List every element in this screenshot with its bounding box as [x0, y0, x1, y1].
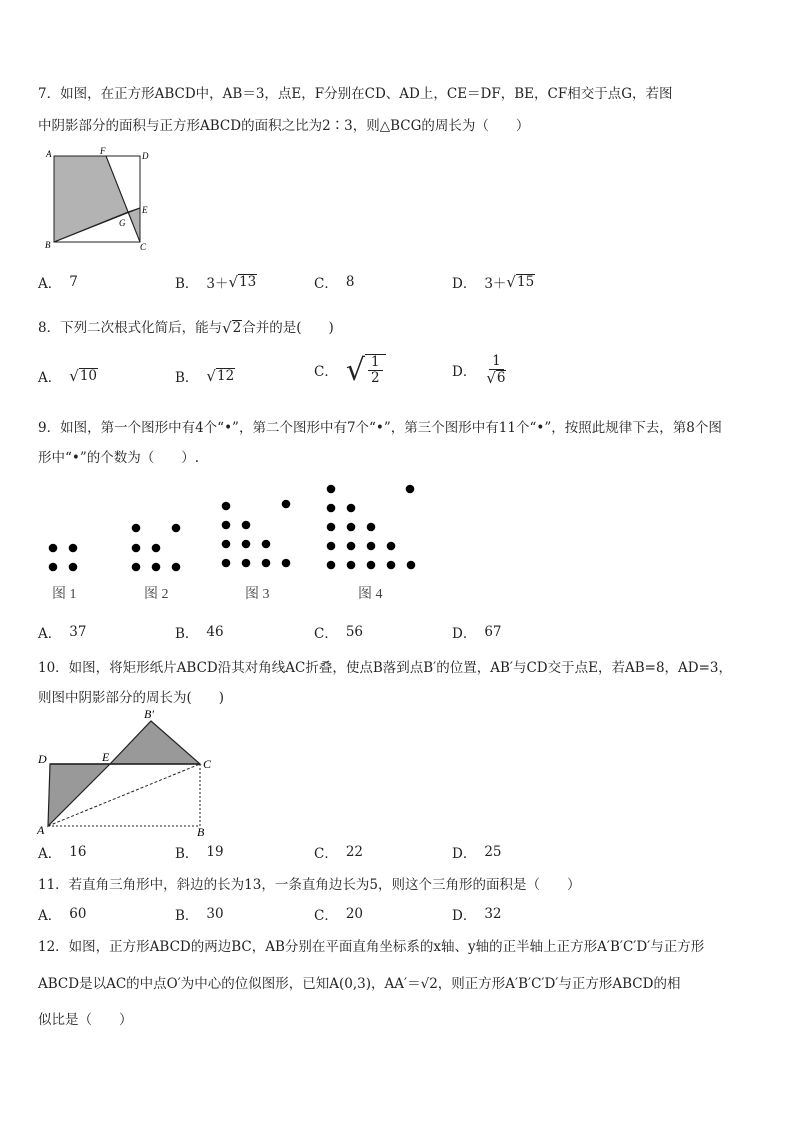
- q11-option-d[interactable]: D． 32: [452, 906, 502, 924]
- q7-option-c[interactable]: C． 8: [314, 274, 355, 292]
- q8-option-b[interactable]: B． √ 12: [175, 366, 235, 386]
- q9-option-a[interactable]: A． 37: [38, 624, 87, 642]
- q11-options: [38, 904, 758, 930]
- q11-option-b[interactable]: B． 30: [175, 906, 224, 924]
- q12-line1: 12．如图，正方形ABCD的两边BC，AB分别在平面直角坐标系的x轴、y轴的正半轴上正方形A′B′C′D′与正方形: [38, 939, 705, 955]
- q7-option-d[interactable]: D． 3＋ √ 15: [452, 272, 535, 292]
- q10-label-D: D: [38, 752, 47, 766]
- q7-label-F: F: [100, 146, 106, 156]
- q9-line1: 9．如图，第一个图形中有4个“•”，第二个图形中有7个“•”，第三个图形中有11个“•”，按照此规律下去，第8个图: [38, 420, 722, 436]
- q12-line3: 似比是（ ）: [38, 1012, 133, 1028]
- q7-label-C: C: [140, 242, 147, 252]
- q10-shaded-left: [48, 764, 110, 826]
- q8-option-c[interactable]: C． √ $\frac{1}{2}$: [314, 354, 386, 386]
- q10-option-a[interactable]: A． 16: [38, 844, 87, 862]
- q7-figure: [40, 146, 160, 254]
- q11-option-c[interactable]: C． 20: [314, 906, 364, 924]
- q11-option-a[interactable]: A． 60: [38, 906, 87, 924]
- q7-line2: 中阴影部分的面积与正方形ABCD的面积之比为2∶3，则△BCG的周长为（ ）: [38, 118, 530, 134]
- q9-caption-3: 图 3: [245, 587, 270, 602]
- q10-option-d[interactable]: D． 25: [452, 844, 502, 862]
- q10-option-c[interactable]: C． 22: [314, 844, 364, 862]
- q9-caption-4: 图 4: [358, 587, 383, 602]
- q10-options: [38, 842, 758, 868]
- q11-line1: 11．若直角三角形中，斜边的长为13，一条直角边长为5，则这个三角形的面积是（ ）: [38, 877, 581, 893]
- q10-option-b[interactable]: B． 19: [175, 844, 224, 862]
- q9-option-d[interactable]: D． 67: [452, 624, 502, 642]
- sqrt-13: √ 13: [228, 272, 257, 291]
- q10-figure: [34, 704, 224, 840]
- q9-pattern-4: [327, 485, 416, 570]
- q9-pattern-1: [49, 544, 78, 572]
- q8-options: [38, 352, 758, 400]
- q8-option-a[interactable]: A． √ 10: [38, 366, 97, 386]
- q9-pattern-2: [132, 524, 181, 572]
- sqrt-2: √ 2: [222, 319, 242, 337]
- q9-caption-2: 图 2: [144, 587, 169, 602]
- q7-label-E: E: [142, 205, 148, 215]
- q7-option-b[interactable]: B． 3＋ √ 13: [175, 272, 257, 292]
- q9-option-b[interactable]: B． 46: [175, 624, 224, 642]
- q10-label-A: A: [37, 823, 45, 837]
- q7-options: [38, 272, 758, 298]
- q7-label-B: B: [45, 240, 51, 250]
- q10-label-C: C: [203, 757, 212, 771]
- q10-line2: 则图中阴影部分的周长为( ): [38, 690, 225, 706]
- q7-shaded-left: [54, 156, 128, 242]
- q9-line2: 形中“•”的个数为（ ）.: [38, 450, 200, 466]
- q8-line1: 8．下列二次根式化简后，能与 √ 2 合并的是( ): [38, 319, 334, 337]
- q7-line1: 7．如图，在正方形ABCD中，AB＝3，点E，F分别在CD、AD上，CE＝DF，BE，CF相交于点G，若图: [38, 86, 673, 102]
- q9-caption-1: 图 1: [52, 587, 77, 602]
- q12-line2: ABCD是以AC的中点O′为中心的位似图形，已知A(0,3)，AA′＝√2，则正方形A′B′C′D′与正方形ABCD的相: [38, 976, 681, 992]
- q9-pattern-3: [222, 500, 291, 568]
- q10-label-E: E: [102, 750, 110, 764]
- q7-label-D: D: [142, 151, 149, 161]
- q9-option-c[interactable]: C． 56: [314, 624, 364, 642]
- q9-options: [38, 622, 758, 648]
- q8-option-d[interactable]: D． 1 √ 6: [452, 353, 506, 387]
- q7-option-a[interactable]: A． 7: [38, 274, 78, 292]
- q10-line1: 10．如图，将矩形纸片ABCD沿其对角线AC折叠，使点B落到点B′的位置，AB′与CD交于点E，若AB=8，AD=3，: [38, 660, 733, 676]
- q7-label-A: A: [46, 149, 52, 159]
- sqrt-15: √ 15: [506, 272, 535, 291]
- q7-label-G: G: [119, 218, 126, 228]
- q9-figure: [40, 478, 440, 606]
- q10-label-B: B: [197, 825, 205, 839]
- q10-label-Bp: B′: [144, 707, 154, 721]
- q10-shaded-right: [110, 721, 200, 764]
